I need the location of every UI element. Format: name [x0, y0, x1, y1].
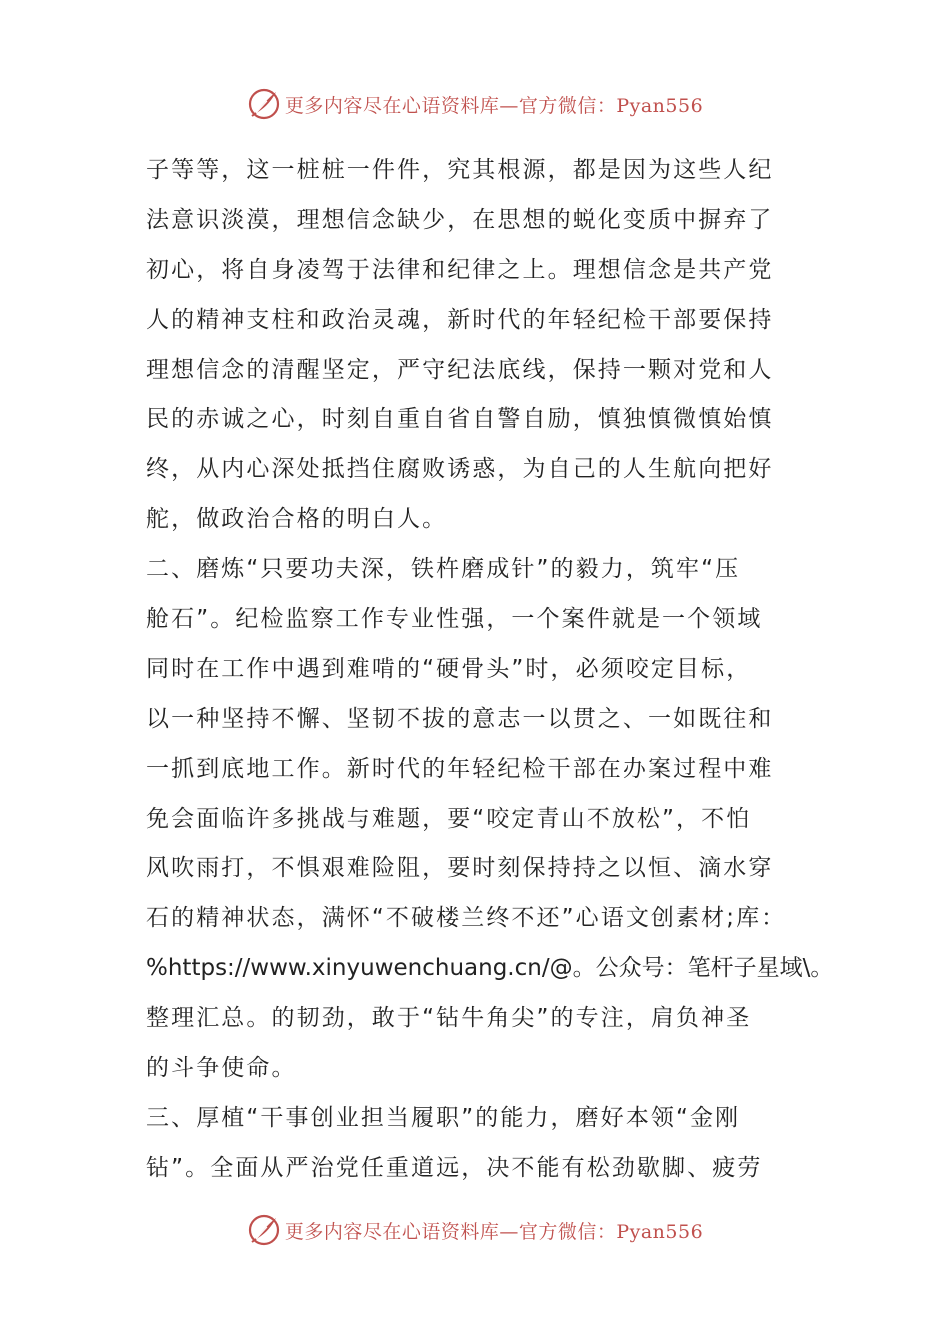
body-line: 初心，将自身凌驾于法律和纪律之上。理想信念是共产党 — [146, 256, 774, 283]
body-line: 舱石”。纪检监察工作专业性强，一个案件就是一个领域 — [146, 606, 763, 633]
quill-logo-icon — [247, 87, 281, 121]
body-line: 钻”。全面从严治党任重道远，决不能有松劲歇脚、疲劳 — [146, 1154, 763, 1181]
body-line: 一抓到底地工作。新时代的年轻纪检干部在办案过程中难 — [146, 755, 774, 782]
body-line: 舵，做政治合格的明白人。 — [146, 506, 448, 533]
document-body — [146, 146, 834, 1194]
body-line: 风吹雨打，不惧艰难险阻，要时刻保持持之以恒、滴水穿 — [146, 855, 774, 882]
body-line: 同时在工作中遇到难啃的“硬骨头”时，必须咬定目标， — [146, 655, 752, 682]
footer-banner-text: 更多内容尽在心语资料库—官方微信：Pyan556 — [284, 1220, 704, 1243]
body-line: 石的精神状态，满怀“不破楼兰终不还”心语文创素材;库： — [146, 905, 787, 932]
header-banner-text: 更多内容尽在心语资料库—官方微信：Pyan556 — [284, 94, 704, 117]
body-line: 免会面临许多挑战与难题，要“咬定青山不放松”，不怕 — [146, 805, 752, 832]
quill-logo-icon — [247, 1213, 281, 1247]
body-line: 民的赤诚之心，时刻自重自省自警自励，慎独慎微慎始慎 — [146, 406, 774, 433]
body-line: 的斗争使命。 — [146, 1055, 297, 1082]
body-line: 子等等，这一桩桩一件件，究其根源，都是因为这些人纪 — [146, 157, 774, 183]
url-line: %https://www.xinyuwenchuang.cn/@。公众号：笔杆子星域\。 — [146, 955, 834, 982]
footer-banner — [0, 1210, 950, 1250]
body-line: 终，从内心深处抵挡住腐败诱惑，为自己的人生航向把好 — [146, 456, 774, 483]
body-line: 理想信念的清醒坚定，严守纪法底线，保持一颗对党和人 — [146, 356, 774, 383]
body-line: 法意识淡漠，理想信念缺少，在思想的蜕化变质中摒弃了 — [146, 206, 774, 233]
body-line: 整理汇总。的韧劲，敢于“钻牛角尖”的专注，肩负神圣 — [146, 1005, 752, 1032]
body-line: 以一种坚持不懈、坚韧不拔的意志一以贯之、一如既往和 — [146, 705, 774, 732]
section-heading-line: 二、磨炼“只要功夫深，铁杵磨成针”的毅力，筑牢“压 — [146, 556, 741, 583]
header-banner — [0, 84, 950, 124]
body-line: 人的精神支柱和政治灵魂，新时代的年轻纪检干部要保持 — [146, 306, 774, 333]
section-heading-line: 三、厚植“干事创业担当履职”的能力，磨好本领“金刚 — [146, 1104, 741, 1131]
